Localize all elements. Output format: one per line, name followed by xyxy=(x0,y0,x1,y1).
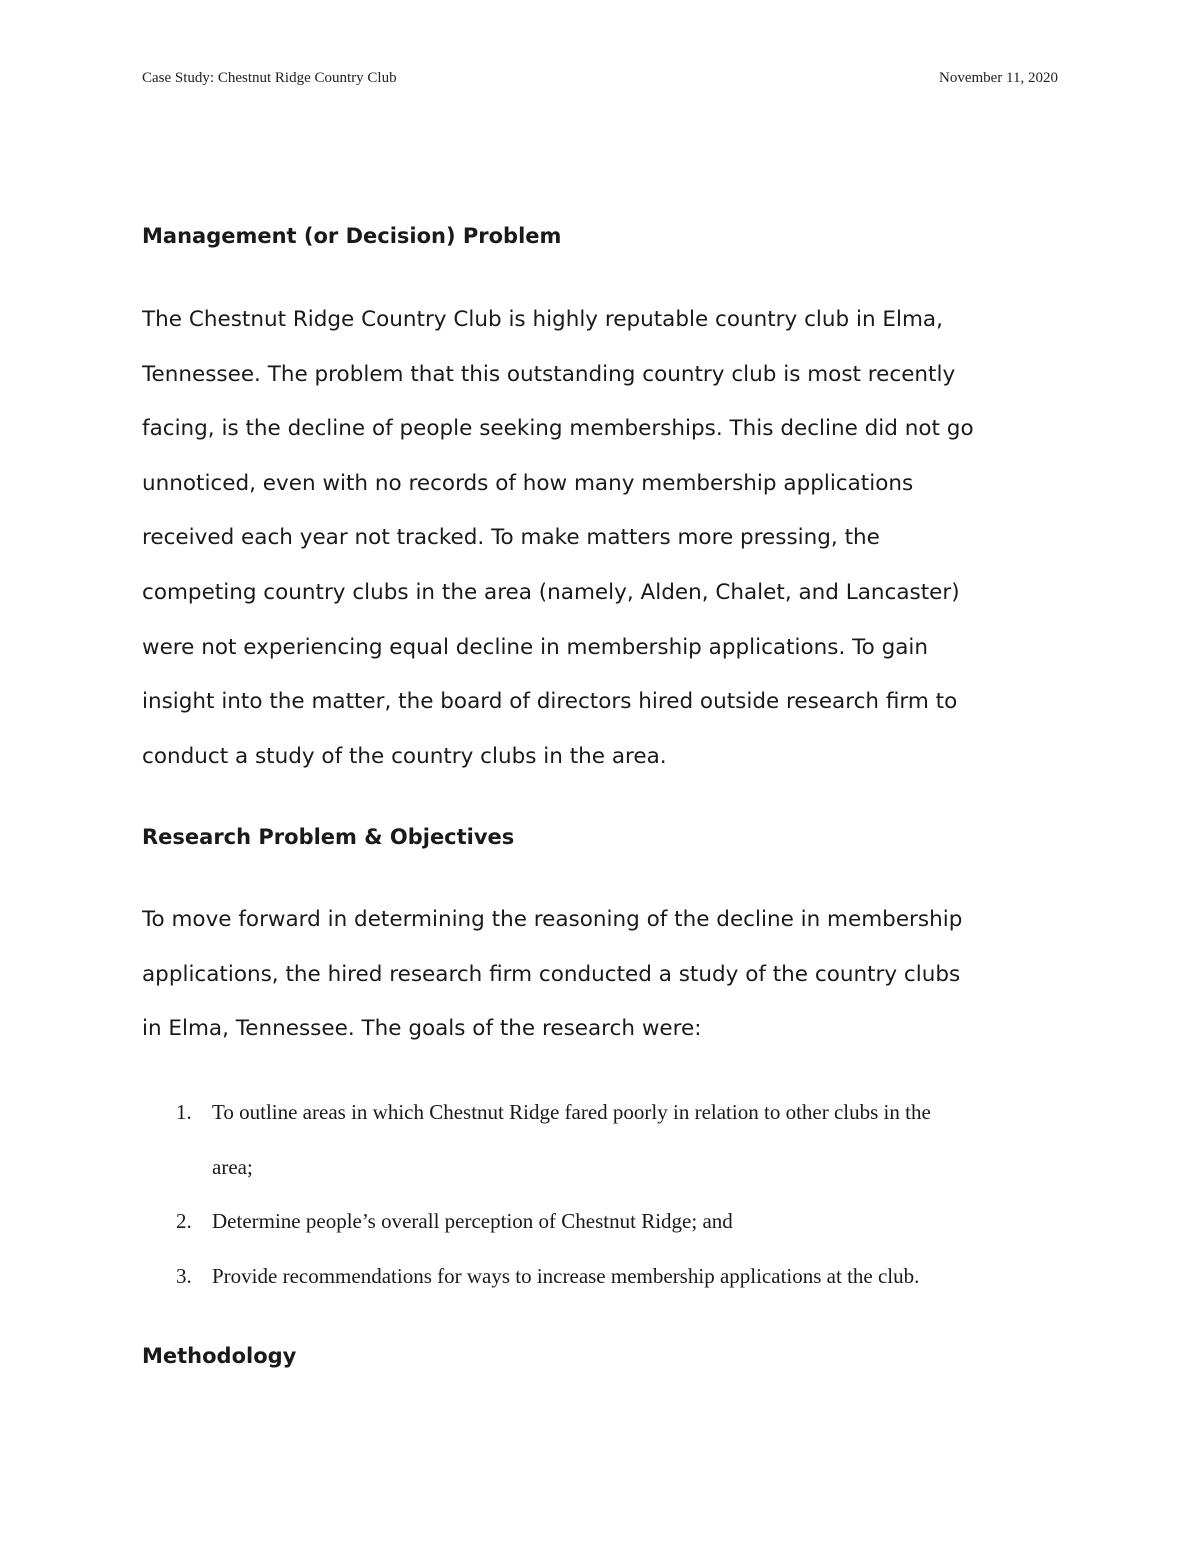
paragraph-line: Tennessee. The problem that this outstanding country club is most recently xyxy=(142,361,956,387)
goal-item xyxy=(142,1194,1072,1249)
research-goals-list xyxy=(142,1085,1072,1303)
goal-text-line: Determine people’s overall perception of Chestnut Ridge; and xyxy=(212,1209,733,1234)
paragraph-line: conduct a study of the country clubs in the area. xyxy=(142,743,667,769)
goal-item xyxy=(142,1085,1072,1194)
paragraph-line: competing country clubs in the area (namely, Alden, Chalet, and Lancaster) xyxy=(142,579,960,605)
paragraph-line: To move forward in determining the reasoning of the decline in membership xyxy=(142,907,963,932)
section-heading-methodology: Methodology xyxy=(142,1344,297,1368)
paragraph-line: insight into the matter, the board of directors hired outside research firm to xyxy=(142,689,958,715)
paragraph-line: applications, the hired research firm conducted a study of the country clubs xyxy=(142,961,961,987)
goal-text-line: area; xyxy=(212,1154,253,1179)
header-date: November 11, 2020 xyxy=(938,70,1058,86)
goal-text-line: To outline areas in which Chestnut Ridge fared poorly in relation to other clubs in the xyxy=(212,1100,931,1124)
goal-number: 1. xyxy=(176,1100,192,1124)
header-title: Case Study: Chestnut Ridge Country Club xyxy=(142,70,397,86)
research-problem-paragraph xyxy=(142,893,1072,1057)
section-heading-research-problem: Research Problem & Objectives xyxy=(142,825,515,849)
management-problem-paragraph xyxy=(142,293,1072,784)
paragraph-line: in Elma, Tennessee. The goals of the research were: xyxy=(142,1016,702,1042)
goal-item xyxy=(142,1249,1072,1304)
paragraph-line: unnoticed, even with no records of how many membership applications xyxy=(142,470,914,496)
paragraph-line: received each year not tracked. To make matters more pressing, the xyxy=(142,525,880,551)
paragraph-line: The Chestnut Ridge Country Club is highly reputable country club in Elma, xyxy=(142,307,943,332)
running-header xyxy=(142,70,1058,94)
paragraph-line: facing, is the decline of people seeking memberships. This decline did not go xyxy=(142,416,974,442)
goal-number: 3. xyxy=(176,1263,192,1288)
goal-text-line: Provide recommendations for ways to increase membership applications at the club. xyxy=(212,1263,920,1288)
goal-number: 2. xyxy=(176,1209,192,1234)
section-heading-management-problem: Management (or Decision) Problem xyxy=(142,224,562,248)
paragraph-line: were not experiencing equal decline in membership applications. To gain xyxy=(142,634,929,660)
